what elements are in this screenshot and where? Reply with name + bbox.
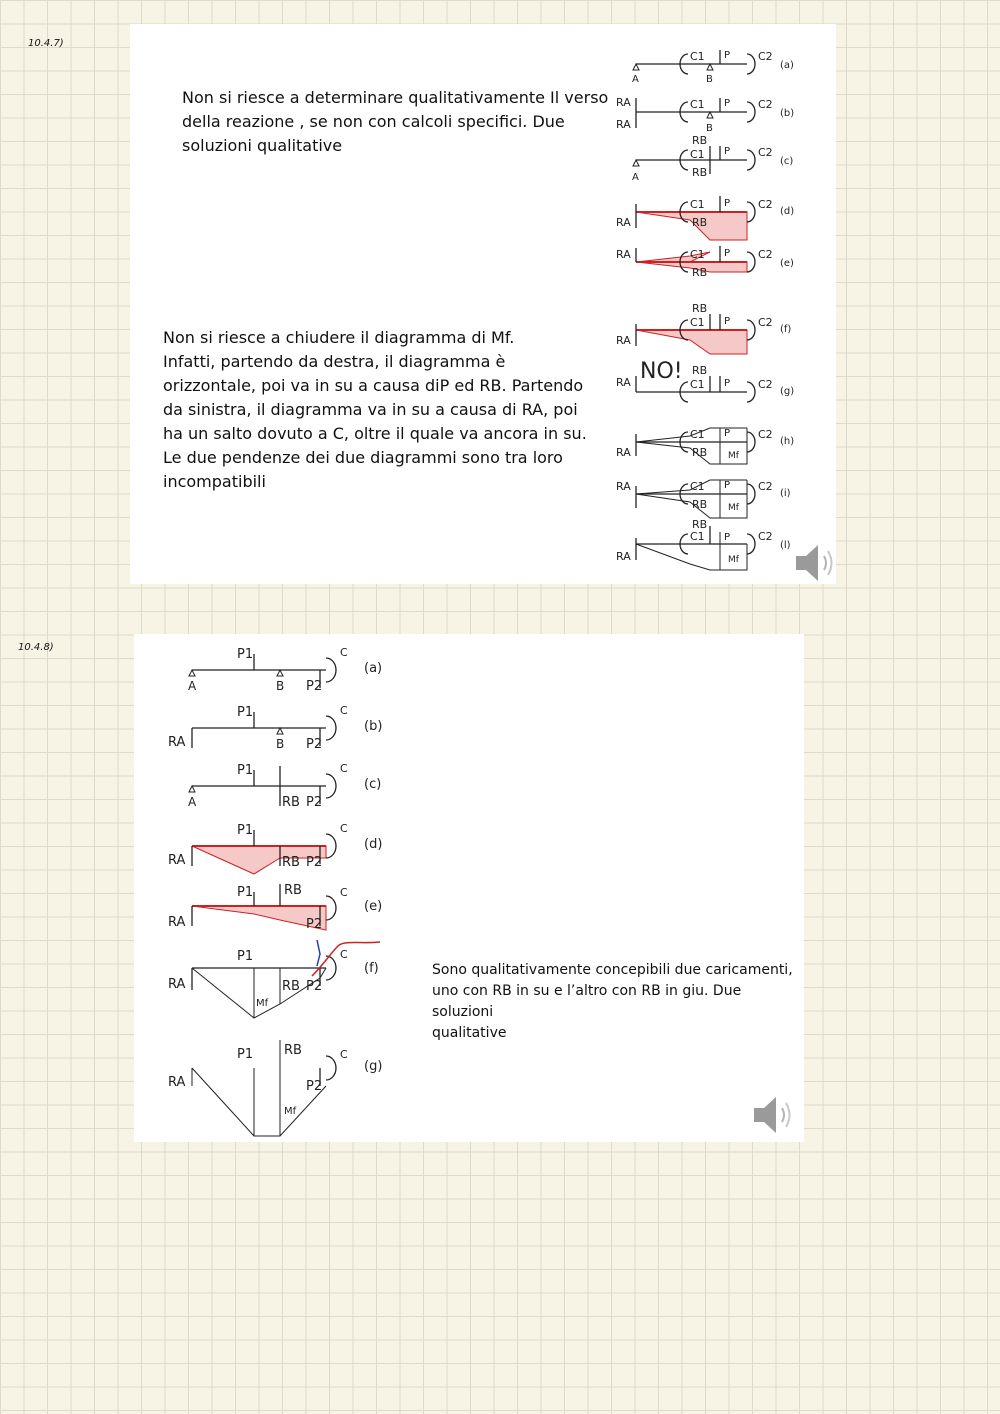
label-c1: C1	[690, 148, 705, 161]
label-p: P	[724, 50, 731, 61]
text-line: qualitative	[432, 1025, 507, 1041]
label-ra: RA	[168, 735, 186, 750]
diagram-i	[616, 480, 791, 518]
label-ra: RA	[616, 248, 631, 261]
label-ra: RA	[616, 118, 631, 131]
diagram-f	[616, 302, 791, 354]
blue-annotation	[317, 940, 320, 966]
speaker-icon[interactable]	[794, 542, 838, 584]
label-c: C	[340, 822, 348, 835]
diagram-label: (a)	[780, 60, 794, 71]
label-no: NO!	[640, 359, 683, 384]
text-line: Non si riesce a determinare qualitativamente Il verso	[182, 88, 609, 107]
diagram-h	[616, 428, 794, 464]
label-rb: RB	[692, 266, 708, 279]
label-rb: RB	[692, 216, 708, 229]
note-label-1047: 10.4.7)	[28, 38, 64, 49]
label-mf: Mf	[284, 1106, 297, 1117]
text-line: della reazione , se non con calcoli specifici. Due	[182, 112, 565, 131]
label-p: P	[724, 480, 731, 491]
label-ra: RA	[168, 853, 186, 868]
label-a: A	[188, 795, 197, 809]
label-c1: C1	[690, 316, 705, 329]
text-line: orizzontale, poi va in su a causa diP ed RB. Partendo	[163, 376, 584, 395]
label-p1: P1	[237, 949, 254, 964]
text-line: Sono qualitativamente concepibili due caricamenti,	[432, 962, 793, 978]
label-p2: P2	[306, 917, 323, 932]
text-line: ha un salto dovuto a C, oltre il quale va ancora in su.	[163, 424, 587, 443]
label-ra: RA	[616, 480, 631, 493]
label-p1: P1	[237, 885, 254, 900]
label-p2: P2	[306, 679, 323, 694]
diagram-a	[632, 50, 794, 85]
diagram-c	[632, 134, 793, 183]
diagram-label: (b)	[364, 719, 383, 734]
diagram-a	[188, 646, 382, 694]
label-c2: C2	[758, 146, 773, 159]
label-rb: RB	[692, 518, 708, 531]
label-c2: C2	[758, 50, 773, 63]
text-line: soluzioni qualitative	[182, 136, 343, 155]
label-p: P	[724, 428, 731, 439]
diagram-b	[168, 704, 382, 752]
label-c1: C1	[690, 50, 705, 63]
diagram-label: (c)	[364, 777, 382, 792]
label-p1: P1	[237, 763, 254, 778]
label-c2: C2	[758, 316, 773, 329]
label-ra: RA	[168, 915, 186, 930]
label-b: B	[276, 737, 285, 751]
label-p: P	[724, 146, 731, 157]
diagram-f	[168, 940, 380, 1018]
label-c2: C2	[758, 378, 773, 391]
label-c: C	[340, 646, 348, 659]
label-a: A	[188, 679, 197, 693]
label-c1: C1	[690, 198, 705, 211]
label-p: P	[724, 532, 731, 543]
label-c: C	[340, 704, 348, 717]
label-c: C	[340, 1048, 348, 1061]
diagram-label: (f)	[780, 324, 792, 335]
diagram-label: (a)	[364, 661, 383, 676]
text-line: Le due pendenze dei due diagrammi sono tra loro	[163, 448, 563, 467]
label-p2: P2	[306, 855, 323, 870]
diagram-b	[616, 96, 794, 134]
label-mf: Mf	[728, 451, 739, 461]
diagram-label: (f)	[364, 961, 379, 976]
label-rb: RB	[692, 302, 708, 315]
label-c2: C2	[758, 248, 773, 261]
label-ra: RA	[168, 1075, 186, 1090]
diagram-label: (c)	[780, 156, 794, 167]
label-a: A	[632, 172, 639, 183]
text-line: da sinistra, il diagramma va in su a causa di RA, poi	[163, 400, 578, 419]
diagram-e	[616, 246, 794, 279]
text-line: incompatibili	[163, 472, 266, 491]
diagram-label: (g)	[364, 1059, 383, 1074]
speaker-icon[interactable]	[752, 1094, 796, 1136]
label-rb: RB	[692, 498, 708, 511]
label-ra: RA	[616, 550, 631, 563]
label-c2: C2	[758, 530, 773, 543]
label-p1: P1	[237, 1047, 254, 1062]
diagram-g	[168, 1040, 382, 1136]
diagram-label: (b)	[780, 108, 795, 119]
diagram-label: (h)	[780, 436, 795, 447]
diagram-d	[168, 822, 382, 874]
label-b: B	[276, 679, 285, 693]
note-label-1048: 10.4.8)	[18, 642, 54, 653]
label-ra: RA	[616, 446, 631, 459]
label-p2: P2	[306, 1079, 323, 1094]
label-rb: RB	[692, 364, 708, 377]
label-p: P	[724, 98, 731, 109]
slide-1	[130, 24, 836, 584]
label-c1: C1	[690, 428, 705, 441]
slide1-beam-diagrams	[130, 24, 836, 584]
label-p: P	[724, 198, 731, 209]
slide-2	[134, 634, 804, 1142]
label-a: A	[632, 74, 639, 85]
diagram-label: (d)	[780, 206, 795, 217]
label-mf: Mf	[728, 503, 739, 513]
label-p1: P1	[237, 647, 254, 662]
slide2-beam-diagrams	[134, 634, 804, 1142]
label-c1: C1	[690, 248, 705, 261]
diagram-e	[168, 883, 382, 932]
diagram-label: (e)	[780, 258, 794, 269]
text-line: Infatti, partendo da destra, il diagramma è	[163, 352, 506, 371]
label-ra: RA	[168, 977, 186, 992]
label-c: C	[340, 948, 348, 961]
label-c: C	[340, 886, 348, 899]
diagram-label: (l)	[780, 540, 791, 551]
label-c: C	[340, 762, 348, 775]
diagram-g	[616, 359, 794, 402]
label-p2: P2	[306, 737, 323, 752]
label-c2: C2	[758, 480, 773, 493]
label-ra: RA	[616, 334, 631, 347]
label-rb: RB	[282, 855, 300, 870]
label-rb: RB	[282, 979, 300, 994]
diagram-label: (g)	[780, 386, 795, 397]
label-p: P	[724, 378, 731, 389]
label-rb: RB	[692, 446, 708, 459]
label-ra: RA	[616, 216, 631, 229]
label-b: B	[706, 123, 713, 134]
diagram-label: (i)	[780, 488, 791, 499]
label-c1: C1	[690, 378, 705, 391]
diagram-d	[616, 196, 794, 240]
label-c2: C2	[758, 198, 773, 211]
diagram-label: (d)	[364, 837, 383, 852]
label-c2: C2	[758, 98, 773, 111]
label-rb: RB	[284, 883, 302, 898]
text-line: uno con RB in su e l’altro con RB in giu. Due soluzioni	[432, 983, 742, 1020]
label-p1: P1	[237, 705, 254, 720]
diagram-label: (e)	[364, 899, 383, 914]
label-p1: P1	[237, 823, 254, 838]
diagram-l	[616, 518, 791, 570]
label-c1: C1	[690, 530, 705, 543]
label-ra: RA	[616, 376, 631, 389]
label-p: P	[724, 316, 731, 327]
label-rb: RB	[692, 166, 708, 179]
label-rb: RB	[284, 1043, 302, 1058]
label-c1: C1	[690, 480, 705, 493]
label-ra: RA	[616, 96, 631, 109]
label-p: P	[724, 248, 731, 259]
label-rb: RB	[282, 795, 300, 810]
label-c1: C1	[690, 98, 705, 111]
label-mf: Mf	[728, 555, 739, 565]
label-p2: P2	[306, 795, 323, 810]
label-b: B	[706, 74, 713, 85]
label-c2: C2	[758, 428, 773, 441]
label-p2: P2	[306, 979, 323, 994]
label-rb: RB	[692, 134, 708, 147]
label-mf: Mf	[256, 998, 269, 1009]
text-line: Non si riesce a chiudere il diagramma di Mf.	[163, 328, 515, 347]
diagram-c	[188, 762, 381, 810]
